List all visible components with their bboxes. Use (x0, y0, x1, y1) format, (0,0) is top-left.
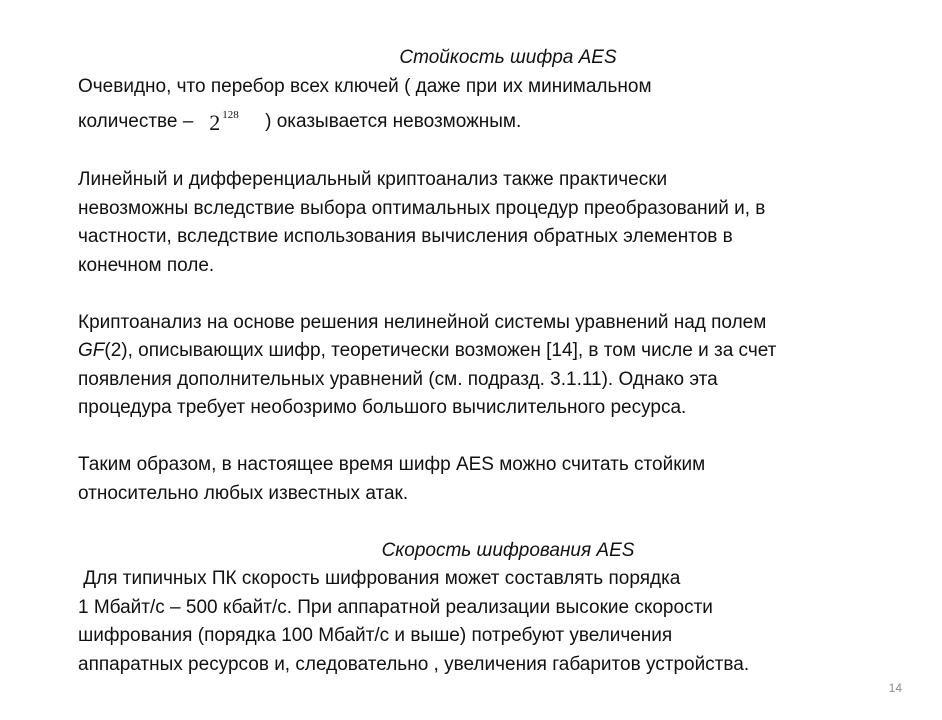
text-line: невозможны вследствие выбора оптимальных процедур преобразований и, в (78, 197, 766, 219)
text-line: конечном поле. (78, 254, 215, 276)
paragraph-linear-differential (78, 166, 898, 280)
text-line-with-formula (78, 101, 898, 138)
paragraph-nonlinear-system (78, 309, 898, 423)
text-fragment: ) оказывается невозможным. (265, 111, 522, 132)
text-line: Линейный и дифференциальный криптоанализ также практически (78, 169, 668, 190)
text-line: аппаратных ресурсов и, следовательно , увеличения габаритов устройства. (78, 653, 750, 675)
formula-exponent: 128 (222, 109, 239, 121)
text-line (78, 337, 898, 366)
text-line: частности, вследствие использования вычисления обратных элементов в (78, 226, 733, 247)
text-fragment: количестве – (78, 111, 194, 132)
text-line: 1 Мбайт/с – 500 кбайт/с. При аппаратной реализации высокие скорости (78, 596, 713, 618)
page-number: 14 (888, 681, 902, 695)
text-line: Для типичных ПК скорость шифрования может составлять порядка (78, 568, 681, 589)
formula-base: 2 (209, 110, 221, 135)
section-heading-strength: Стойкость шифра AES (399, 47, 617, 68)
gf-symbol: GF (78, 340, 105, 361)
slide-content (78, 44, 898, 679)
text-line: Таким образом, в настоящее время шифр AES можно считать стойким (78, 454, 706, 475)
text-line: Очевидно, что перебор всех ключей ( даже при их минимальном (78, 75, 652, 97)
text-line: относительно любых известных атак. (78, 482, 409, 504)
text-line: процедура требует необозримо большого вычислительного ресурса. (78, 397, 687, 418)
text-fragment: (2), описывающих шифр, теоретически возможен [14], в том числе и за счет (104, 340, 777, 361)
formula-two-power (209, 101, 239, 138)
text-line: появления дополнительных уравнений (см. подразд. 3.1.11). Однако эта (78, 368, 718, 390)
text-line: Криптоанализ на основе решения нелинейной системы уравнений над полем (78, 311, 767, 333)
paragraph-key-search (78, 73, 898, 138)
paragraph-speed (78, 565, 898, 679)
section-heading-speed: Скорость шифрования AES (381, 539, 635, 561)
text-line: шифрования (порядка 100 Мбайт/с и выше) потребуют увеличения (78, 625, 673, 646)
paragraph-conclusion (78, 451, 898, 508)
